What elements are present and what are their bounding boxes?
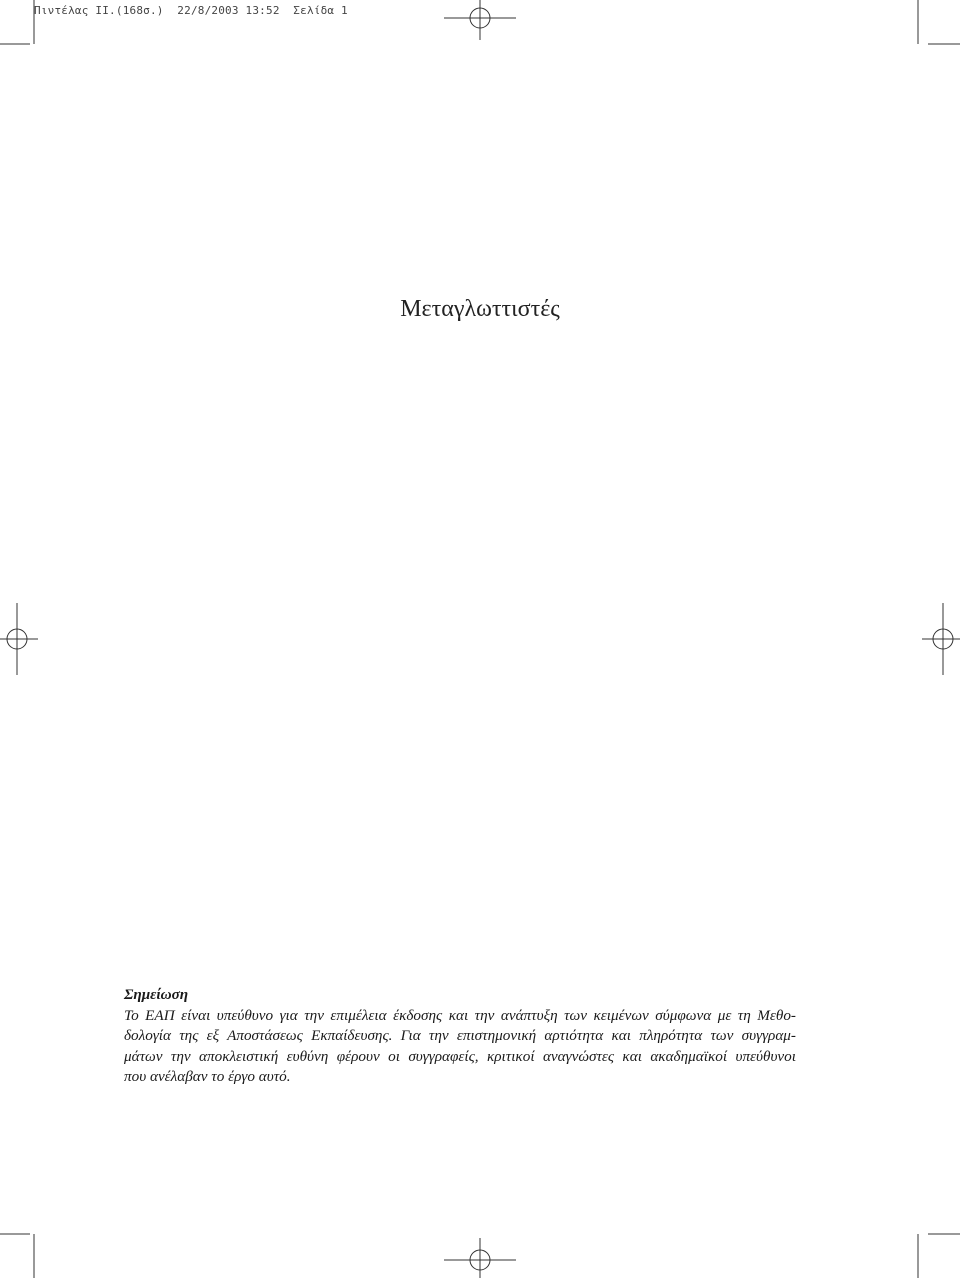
page-title: Μεταγλωττιστές bbox=[400, 296, 560, 322]
note-block bbox=[124, 985, 796, 1088]
note-line: μάτων την αποκλειστική ευθύνη φέρουν οι συγγραφείς, κριτικοί αναγνώστες και ακαδημαϊκοί υπεύθυνοι bbox=[124, 1047, 796, 1065]
slug-date-time: 22/8/2003 13:52 bbox=[177, 4, 280, 17]
slug-page-label: Σελίδα 1 bbox=[293, 4, 348, 17]
registration-mark-left bbox=[0, 603, 38, 675]
registration-mark-bottom bbox=[444, 1238, 516, 1278]
note-heading: Σημείωση bbox=[124, 986, 189, 1003]
note-line: που ανέλαβαν το έργο αυτό. bbox=[124, 1068, 291, 1086]
slug-file-name: Πιντέλας ΙΙ.(168σ.) bbox=[34, 4, 164, 17]
registration-mark-right bbox=[922, 603, 960, 675]
registration-mark-top bbox=[444, 0, 516, 40]
note-line: δολογία της εξ Αποστάσεως Εκπαίδευσης. Για την επιστημονική αρτιότητα και πληρότητα των συγγραμ- bbox=[124, 1027, 796, 1045]
note-line: Το ΕΑΠ είναι υπεύθυνο για την επιμέλεια έκδοσης και την ανάπτυξη των κειμένων σύμφωνα με τη Μεθο- bbox=[124, 1006, 796, 1024]
